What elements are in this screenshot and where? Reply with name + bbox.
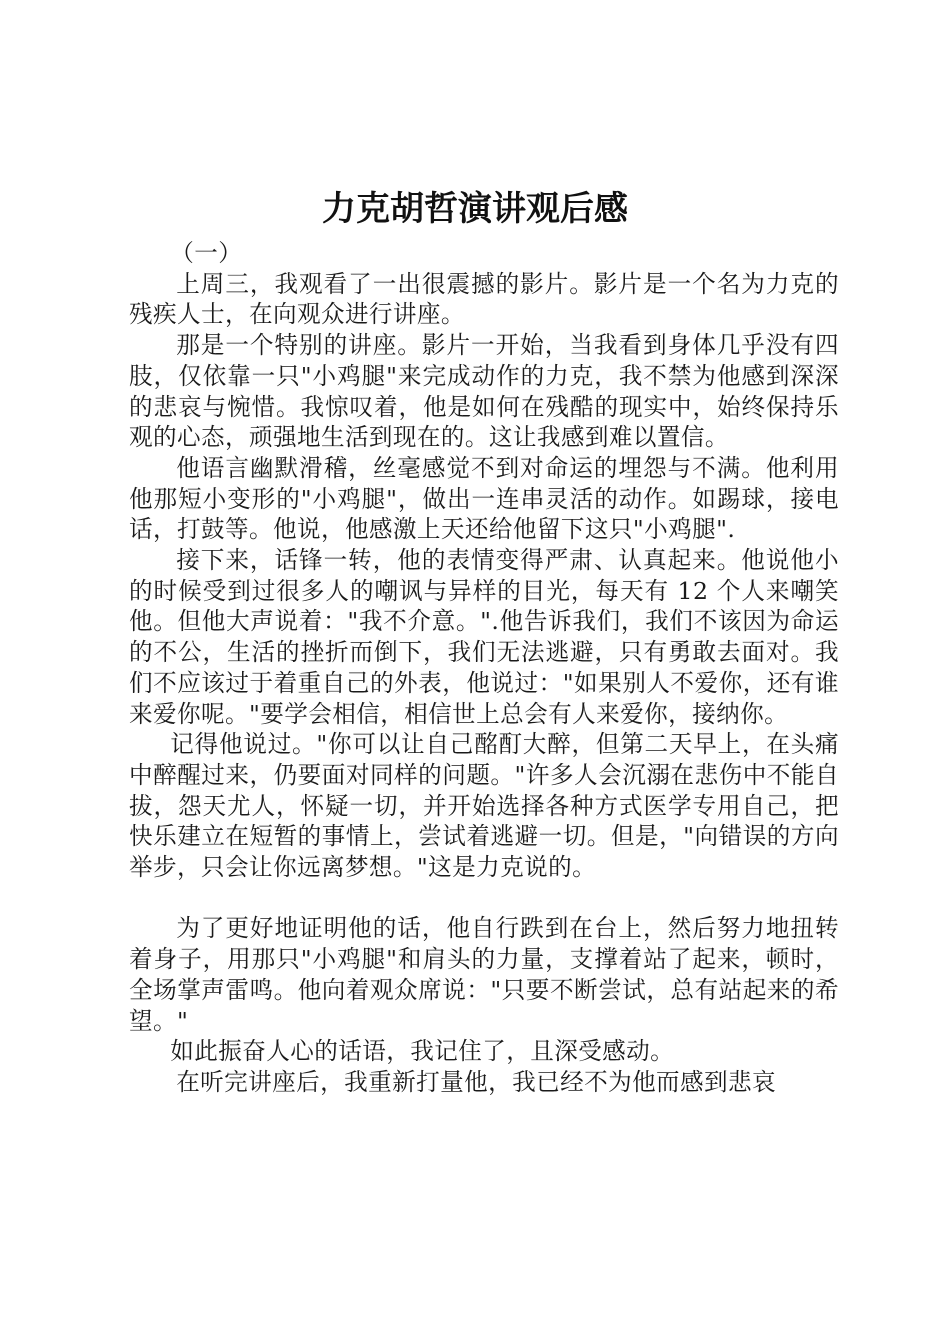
document-title: 力克胡哲演讲观后感 <box>322 189 628 229</box>
paragraph-7: 如此振奋人心的话语，我记住了，且深受感动。 <box>170 1037 675 1066</box>
paragraph-6: 为了更好地证明他的话，他自行跌到在台上，然后努力地扭转着身子，用那只"小鸡腿"和肩头的力量，支撑着站了起来，顿时，全场掌声雷鸣。他向着观众席说："只要不断尝试，总有站起来的希望。" <box>129 914 839 1035</box>
section-marker: （一） <box>170 239 243 267</box>
paragraph-gap <box>129 883 839 914</box>
paragraph-3: 他语言幽默滑稽，丝毫感觉不到对命运的埋怨与不满。他利用他那短小变形的"小鸡腿"，做出一连串灵活的动作。如踢球，接电话，打鼓等。他说，他感激上天还给他留下这只"小鸡腿". <box>129 453 839 544</box>
paragraph-2: 那是一个特别的讲座。影片一开始，当我看到身体几乎没有四肢，仅依靠一只"小鸡腿"来完成动作的力克，我不禁为他感到深深的悲哀与惋惜。我惊叹着，他是如何在残酷的现实中，始终保持乐观的心态，顽强地生活到现在的。这让我感到难以置信。 <box>129 331 839 452</box>
paragraph-4: 接下来，话锋一转，他的表情变得严肃、认真起来。他说他小的时候受到过很多人的嘲讽与异样的目光，每天有 12 个人来嘲笑他。但他大声说着："我不介意。".他告诉我们，我们不该因为命运的不公，生活的挫折而倒下，我们无法逃避，只有勇敢去面对。我们不应该过于着重自己的外表，他说过："如果别人不爱你，还有谁来爱你呢。"要学会相信，相信世上总会有人来爱你，接纳你。 <box>129 546 839 728</box>
document-body <box>129 238 839 1098</box>
paragraph-1: 上周三，我观看了一出很震撼的影片。影片是一个名为力克的残疾人士，在向观众进行讲座。 <box>129 269 839 329</box>
paragraph-8: 在听完讲座后，我重新打量他，我已经不为他而感到悲哀 <box>176 1067 777 1096</box>
paragraph-5: 记得他说过。"你可以让自己酩酊大醉，但第二天早上，在头痛中醉醒过来，仍要面对同样的问题。"许多人会沉溺在悲伤中不能自拔，怨天尤人，怀疑一切，并开始选择各种方式医学专用自己，把快乐建立在短暂的事情上，尝试着逃避一切。但是，"向错误的方向举步，只会让你远离梦想。"这是力克说的。 <box>129 730 839 882</box>
